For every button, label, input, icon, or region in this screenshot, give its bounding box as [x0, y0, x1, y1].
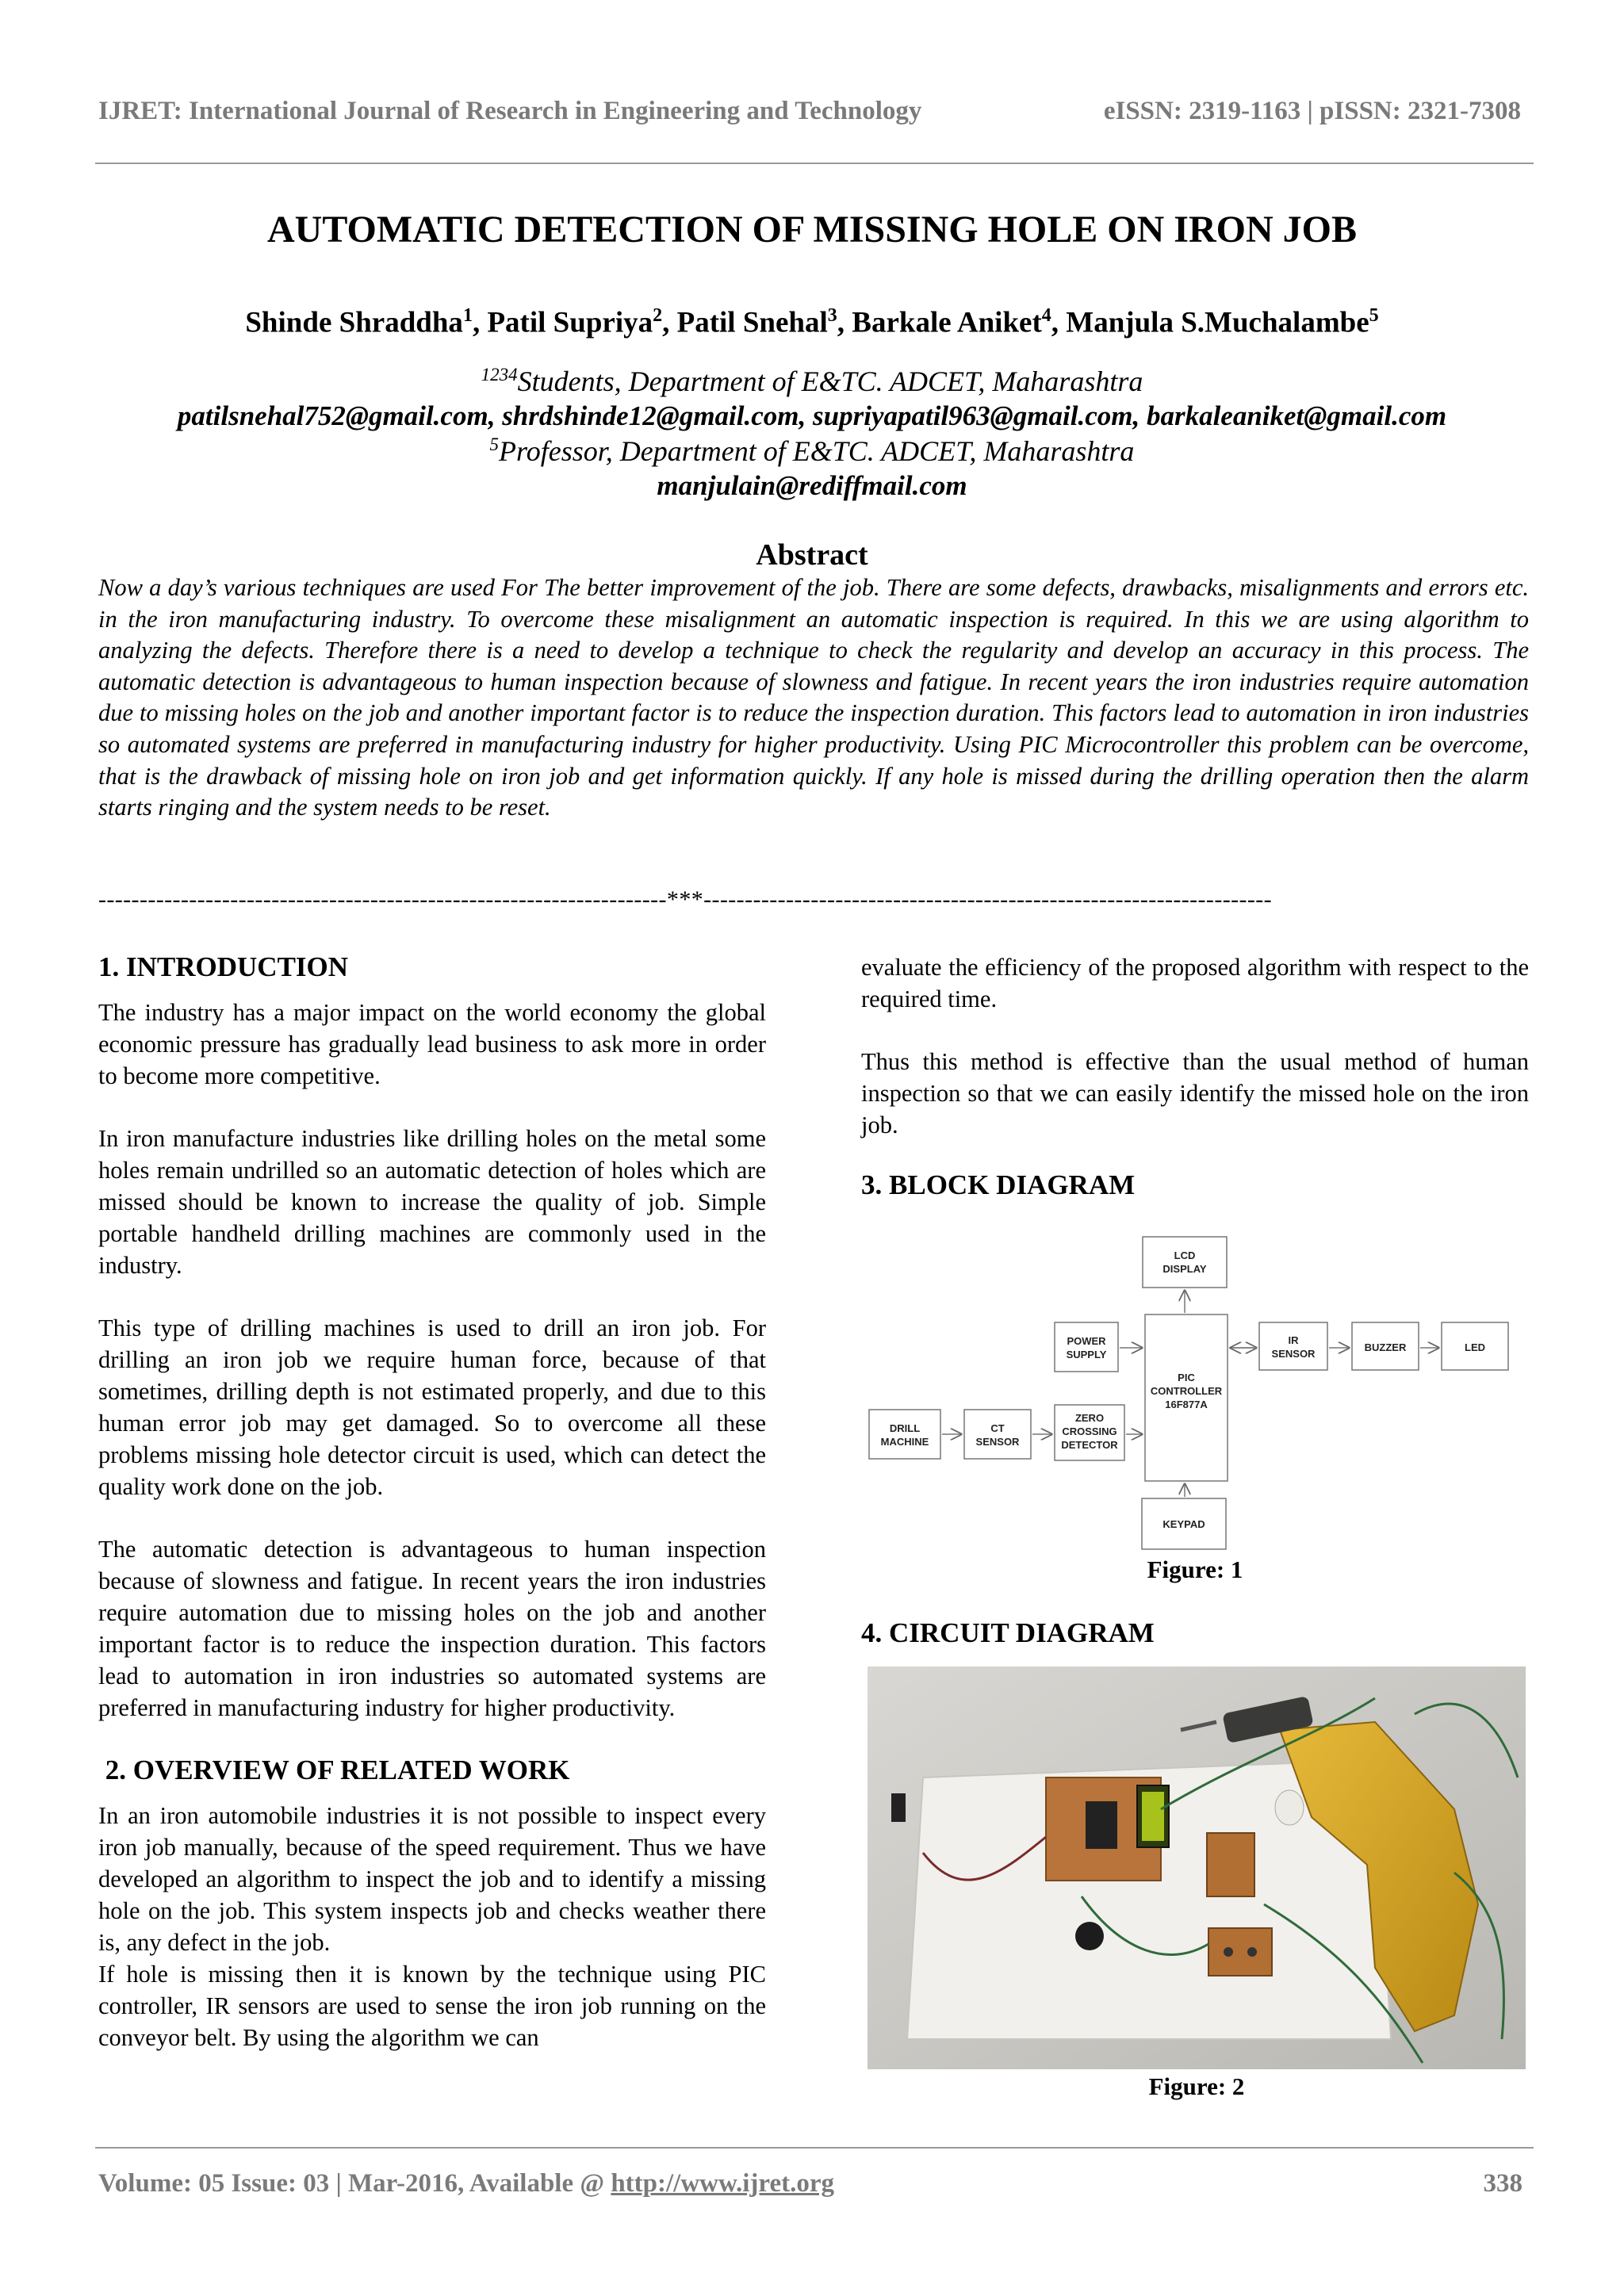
professor-email[interactable]: manjulain@rediffmail.com	[657, 470, 967, 501]
header-rule	[95, 163, 1534, 164]
ir-sensor-block	[1259, 1322, 1327, 1370]
right-column	[861, 951, 1529, 1215]
intro-paragraph: The industry has a major impact on the world economy the global economic pressure has gradually lead business to ask more in order to become more competitive.	[98, 999, 766, 1089]
section-separator: ---------------------------------------------------------------------***---------------------------------------------------------------------	[98, 886, 1273, 913]
circuit-diagram-heading: 4. CIRCUIT DIAGRAM	[861, 1617, 1155, 1648]
pic-controller-block	[1145, 1314, 1228, 1481]
keypad-pcb	[1208, 1928, 1272, 1976]
author-sup: 2	[653, 305, 663, 326]
abstract-text: Now a day’s various techniques are used For The better improvement of the job. There are some defects, drawbacks, misalignments and errors etc. in the iron manufacturing industry. To overcome these misalignment an automatic inspection is required. In this we are using algorithm to analyzing the defects. Therefore there is a need to develop a technique to check the regularity and develop an accuracy in this process. The automatic detection is advantageous to human inspection because of slowness and fatigue. In recent years the iron industries require automation due to missing holes on the job and another important factor is to reduce the inspection duration. This factors lead to automation in iron industries so automated systems are preferred in manufacturing industry for higher productivity. Using PIC Microcontroller this problem can be overcome, that is the drawback of missing hole on iron job and get information quickly. If any hole is missed during the drilling operation then the alarm starts ringing and the system needs to be reset.	[98, 574, 1529, 821]
author-name: Shinde Shraddha	[245, 306, 463, 339]
author-name: Patil Supriya	[487, 306, 653, 339]
affiliation-professor: $^5$Professor, Department of E&TC. ADCET, Maharashtra	[489, 434, 1135, 467]
author-name: Manjula S.Muchalambe	[1066, 306, 1369, 339]
block-diagram-heading: 3. BLOCK DIAGRAM	[861, 1169, 1136, 1200]
block-diagram	[861, 1229, 1529, 1554]
author-sup: 4	[1041, 305, 1051, 326]
journal-header: IJRET: International Journal of Research in Engineering and Technology	[98, 97, 922, 125]
intro-heading: 1. INTRODUCTION	[98, 951, 349, 982]
related-paragraph: If hole is missing then it is known by the technique using PIC controller, IR sensors are used to sense the iron job running on the conveyor belt. By using the algorithm we can	[98, 1961, 766, 2051]
ct-sensor-block	[964, 1410, 1031, 1459]
issn-header: eISSN: 2319-1163 | pISSN: 2321-7308	[1103, 97, 1521, 125]
ir-label: IR	[1288, 1334, 1299, 1346]
power-label: SUPPLY	[1066, 1349, 1107, 1360]
power-supply-block	[1055, 1322, 1118, 1372]
pic-label: 16F877A	[1165, 1399, 1208, 1410]
figure-2-caption: Figure: 2	[1148, 2072, 1245, 2100]
ct-label: SENSOR	[975, 1436, 1020, 1448]
ir-label: SENSOR	[1271, 1348, 1316, 1360]
related-paragraph: Thus this method is effective than the usual method of human inspection so that we can easily identify the missed hole on the iron job.	[861, 1048, 1529, 1138]
buzzer-label: BUZZER	[1364, 1341, 1407, 1353]
related-work-heading: 2. OVERVIEW OF RELATED WORK	[98, 1755, 570, 1785]
ir-sensor	[1275, 1790, 1304, 1825]
zero-label: ZERO	[1074, 1412, 1105, 1424]
lcd-label: LCD	[1174, 1249, 1196, 1261]
lcd-label: DISPLAY	[1162, 1263, 1207, 1275]
left-column	[98, 951, 766, 2053]
affiliation-students: $^{1234}$Students, Department of E&TC. ADCET, Maharashtra	[481, 365, 1143, 397]
power-label: POWER	[1067, 1335, 1106, 1347]
zero-label: CROSSING	[1062, 1425, 1117, 1437]
pic-label: CONTROLLER	[1150, 1385, 1223, 1397]
author-sup: 3	[827, 305, 837, 326]
drill-label: DRILL	[889, 1422, 921, 1434]
intro-paragraph: The automatic detection is advantageous to human inspection because of slowness and fatigue. In recent years the iron industries require automation due to missing holes on the job and another important factor is to reduce the inspection duration. This factors lead to automation in iron industries so automated systems are preferred in manufacturing industry for higher productivity.	[98, 1536, 766, 1721]
lcd-display-block	[1143, 1237, 1227, 1288]
footer-rule	[95, 2147, 1534, 2149]
zero-label: DETECTOR	[1061, 1439, 1118, 1451]
intro-paragraph: This type of drilling machines is used to drill an iron job. For drilling an iron job we require human force, because of that sometimes, drilling depth is not estimated properly, and due to this human error job may get damaged. So to overcome all these problems missing hole detector circuit is used, which can detect the quality work done on the job.	[98, 1314, 766, 1500]
ct-label: CT	[990, 1422, 1005, 1434]
author-sup: 5	[1369, 305, 1379, 326]
buzzer	[1075, 1922, 1104, 1950]
paper-title: AUTOMATIC DETECTION OF MISSING HOLE ON IRON JOB	[267, 209, 1357, 251]
footer-volume: Volume: 05 Issue: 03 | Mar-2016, Available @ http://www.ijret.org	[98, 2169, 834, 2198]
figure-1-caption: Figure: 1	[1147, 1556, 1243, 1583]
journal-link[interactable]: http://www.ijret.org	[611, 2169, 834, 2198]
author-name: Patil Snehal	[676, 306, 828, 339]
drill-machine-block	[869, 1410, 940, 1459]
author-name: Barkale Aniket	[852, 306, 1042, 339]
author-list: Shinde Shraddha$^1$, Patil Supriya$^2$, Patil Snehal$^3$, Barkale Aniket$^4$, Manjula S.Muchalambe$^5$	[245, 305, 1379, 339]
abstract-heading: Abstract	[756, 538, 868, 572]
keypad-label: KEYPAD	[1162, 1518, 1205, 1530]
page-number: 338	[1483, 2169, 1522, 2198]
circuit-photo	[868, 1667, 1526, 2069]
related-paragraph: In an iron automobile industries it is not possible to inspect every iron job manually, because of the speed requirement. Thus we have developed an algorithm to inspect the job and to identify a missing hole on the job. This system inspects job and checks weather there is, any defect in the job.	[98, 1802, 766, 1956]
pic-label: PIC	[1178, 1372, 1195, 1383]
student-emails[interactable]: patilsnehal752@gmail.com, shrdshinde12@gmail.com, supriyapatil963@gmail.com, barkaleaniket@gmail.com	[177, 400, 1447, 431]
intro-paragraph: In iron manufacture industries like drilling holes on the metal some holes remain undrilled so an automatic detection of holes which are missed should be known to increase the quality of job. Simple portable handheld drilling machines are commonly used in the industry.	[98, 1125, 766, 1279]
drill-label: MACHINE	[880, 1436, 929, 1448]
sensor-pcb	[1207, 1833, 1254, 1896]
led-label: LED	[1465, 1341, 1485, 1353]
author-sup: 1	[462, 305, 473, 326]
related-paragraph: evaluate the efficiency of the proposed algorithm with respect to the required time.	[861, 954, 1529, 1012]
